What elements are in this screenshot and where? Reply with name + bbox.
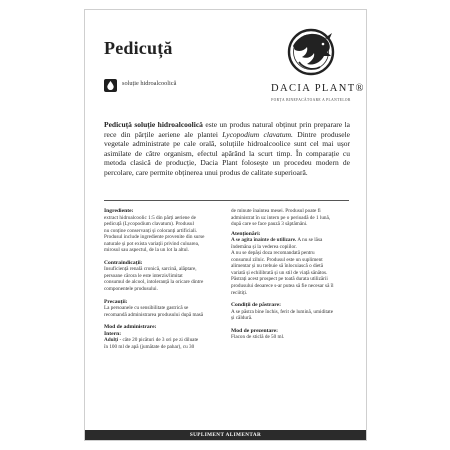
contraindications-line: componentele produsului. <box>104 286 158 293</box>
ingredients-line: nu conține conservanți și coloranți artificiali. <box>104 227 198 234</box>
description-line: Dintre produsele vegetale administrate pe cale orală, soluțiile hidroalcoolice <box>104 129 350 149</box>
warnings-line: îndemâna și la vederea copiilor. <box>231 243 297 250</box>
warnings-line: variată și echilibrată și un stil de viață sănătos. <box>231 269 328 276</box>
description-line: preparare la rece din părțile aeriene ale plantei <box>104 120 350 139</box>
section-divider <box>104 200 349 201</box>
food-supplement-label: SUPLIMENT ALIMENTAR <box>189 432 262 438</box>
warnings-line: Păstrați acest prospect pe toată durata utilizării <box>231 276 328 283</box>
description-line: sunt cel mai ușor asimilate de către organism, efectul apărând la scurt timp. <box>104 139 350 158</box>
ingredients-heading: Ingrediente: <box>104 208 134 214</box>
administration-continued-line: după care se face pauză 3 săptămâni. <box>231 221 308 228</box>
brand-name: DACIA PLANT® <box>271 83 365 94</box>
right-info-column <box>231 208 349 341</box>
solution-type-label: soluție hidroalcoolică <box>122 80 177 87</box>
description-line: În comparație cu metoda clasică de producție, Dacia Plant folosește un <box>104 148 350 168</box>
warnings-line: consumul zilnic. Produsul este un supliment <box>231 256 323 263</box>
brand-tagline: FORȚA BINEFACĂTOARE A PLANTELOR <box>271 98 351 102</box>
precautions-heading: Precauții: <box>104 298 128 305</box>
administration-text: - câte 20 picături de 3 ori pe zi diluate <box>118 337 199 344</box>
administration-heading: Mod de administrare: <box>104 324 157 331</box>
warnings-line: reciitiți. <box>231 289 248 296</box>
plant-latin-name: Lycopodium clavatum. <box>222 129 293 139</box>
precautions-line: La persoanele cu sensibilitate gastrică se <box>104 305 189 312</box>
adults-label: Adulți <box>104 337 119 344</box>
ingredients-line: Produsul include ingrediente provenite din surse <box>104 234 205 241</box>
dragon-emblem-icon <box>285 26 337 78</box>
ingredients-line: naturale și pot exista variații privind culoarea, <box>104 240 200 247</box>
water-drop-icon <box>104 79 117 92</box>
product-description <box>104 120 350 177</box>
ingredients-line: mirosul sau aspectul, de la un lot la altul. <box>104 247 189 254</box>
description-line: superioară. <box>274 167 308 177</box>
product-leaflet <box>84 9 367 441</box>
contraindications-heading: Contraindicații: <box>104 259 143 266</box>
administration-continued-line: administrat în uz intern pe o perioadă de 1 lună, <box>231 214 331 221</box>
description-line: procedeu modern de percolare, care permite obținerea unui produs de calitate <box>104 158 350 177</box>
warnings-line: A nu se depăși doza recomandată pentru <box>231 250 315 257</box>
storage-line: A se păstra bine închis, ferit de lumină, umiditate <box>231 308 333 315</box>
shake-warning: A se agita înainte de utilizare. <box>231 237 297 244</box>
contraindications-line: persoane cărora le este interzis/limitat <box>104 272 183 279</box>
left-info-column <box>104 208 222 350</box>
ingredients-line: pedicuță (Lycopodium clavatum). Produsul <box>104 221 194 228</box>
precautions-line: recomandă administrarea produsului după masă <box>104 311 204 318</box>
brand-logo <box>271 26 365 108</box>
contraindications-line: consumul de alcool, intoleranță la oricare dintre <box>104 279 204 286</box>
description-line: este un produs natural obținut prin <box>202 120 312 129</box>
description-lead: Pedicuță soluție hidroalcoolică <box>104 120 203 129</box>
ingredients-line: extract hidroalcoolic 1:5 din părți aeriene de <box>104 214 196 221</box>
warnings-heading: Atenționări: <box>231 230 261 237</box>
warnings-line: alimentar și nu trebuie să înlocuiască o dietă <box>231 263 324 270</box>
administration-subheading: Intern: <box>104 330 122 337</box>
administration-continued-line: de minute înaintea mesei. Produsul poate fi <box>231 208 321 214</box>
warnings-line: produsului deoarece s-ar putea să fie necesar să îl <box>231 283 334 290</box>
storage-heading: Condiții de păstrare: <box>231 302 281 309</box>
presentation-line: Flacon de sticlă de 50 ml. <box>231 334 285 341</box>
storage-line: și căldură. <box>231 315 253 322</box>
product-title: Pedicuță <box>104 38 173 58</box>
warnings-text: A nu se lăsa <box>296 237 323 244</box>
administration-line: în 100 ml de apă (jumătate de pahar), cu 30 <box>104 343 195 350</box>
presentation-heading: Mod de prezentare: <box>231 327 279 334</box>
contraindications-line: Insuficiență renală cronică, sarcină, alăptare, <box>104 266 197 273</box>
leaflet-header <box>85 10 366 115</box>
